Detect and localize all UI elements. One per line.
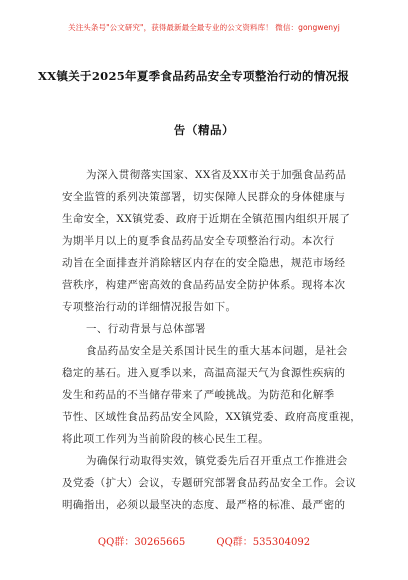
- paragraph-line: 将此项工作列为当前阶段的核心民生工程。: [62, 433, 270, 445]
- paragraph-line: 稳定的基石。进入夏季以来，高温高湿天气为食源性疾病的: [62, 367, 346, 379]
- paragraph-line: 动旨在全面排查并消除辖区内存在的安全隐患，规范市场经: [62, 257, 346, 269]
- section-heading-text: 一、行动背景与总体部署: [86, 323, 206, 335]
- paragraph-line: 发生和药品的不当储存带来了严峻挑战。为防范和化解季: [62, 389, 335, 401]
- paragraph-line: 营秩序，构建严密高效的食品药品安全防护体系。现将本次: [62, 279, 346, 291]
- footer-contact: [0, 533, 408, 548]
- paragraph-line: 为期半月以上的夏季食品药品安全专项整治行动。本次行: [62, 235, 335, 247]
- promo-banner: 关注头条号"公文研究"，获得最新最全最专业的公文资料库！ 微信：gongwenyj: [68, 23, 340, 32]
- document-title-line-1: XX镇关于2025年夏季食品药品安全专项整治行动的情况报: [38, 69, 350, 83]
- paragraph-line: 明确指出，必须以最坚决的态度、最严格的标准、最严密的: [62, 499, 346, 511]
- section-heading: [62, 318, 348, 340]
- paragraph-line: 及党委（扩大）会议，专题研究部署食品药品安全工作。会议: [62, 477, 357, 489]
- paragraph-line: 专项整治行动的详细情况报告如下。: [62, 301, 237, 313]
- paragraph-line: 安全监管的系列决策部署，切实保障人民群众的身体健康与: [62, 191, 346, 203]
- paragraph-intro: [62, 164, 351, 318]
- paragraph-line: 食品药品安全是关系国计民生的重大基本问题，是社会: [86, 345, 348, 357]
- paragraph-line: 为确保行动取得实效，镇党委先后召开重点工作推进会: [86, 455, 348, 467]
- paragraph-line: 生命安全，XX镇党委、政府于近期在全镇范围内组织开展了: [62, 213, 351, 225]
- paragraph-background: [62, 340, 362, 450]
- qq-group-2: QQ群：535304092: [216, 537, 311, 548]
- paragraph-deployment: [62, 450, 357, 516]
- paragraph-line: 为深入贯彻落实国家、XX省及XX市关于加强食品药品: [86, 169, 347, 181]
- qq-group-1: QQ群：30265665: [97, 537, 186, 548]
- document-title-line-2: 告（精品）: [173, 123, 235, 137]
- paragraph-line: 节性、区域性食品药品安全风险，XX镇党委、政府高度重视，: [62, 411, 362, 423]
